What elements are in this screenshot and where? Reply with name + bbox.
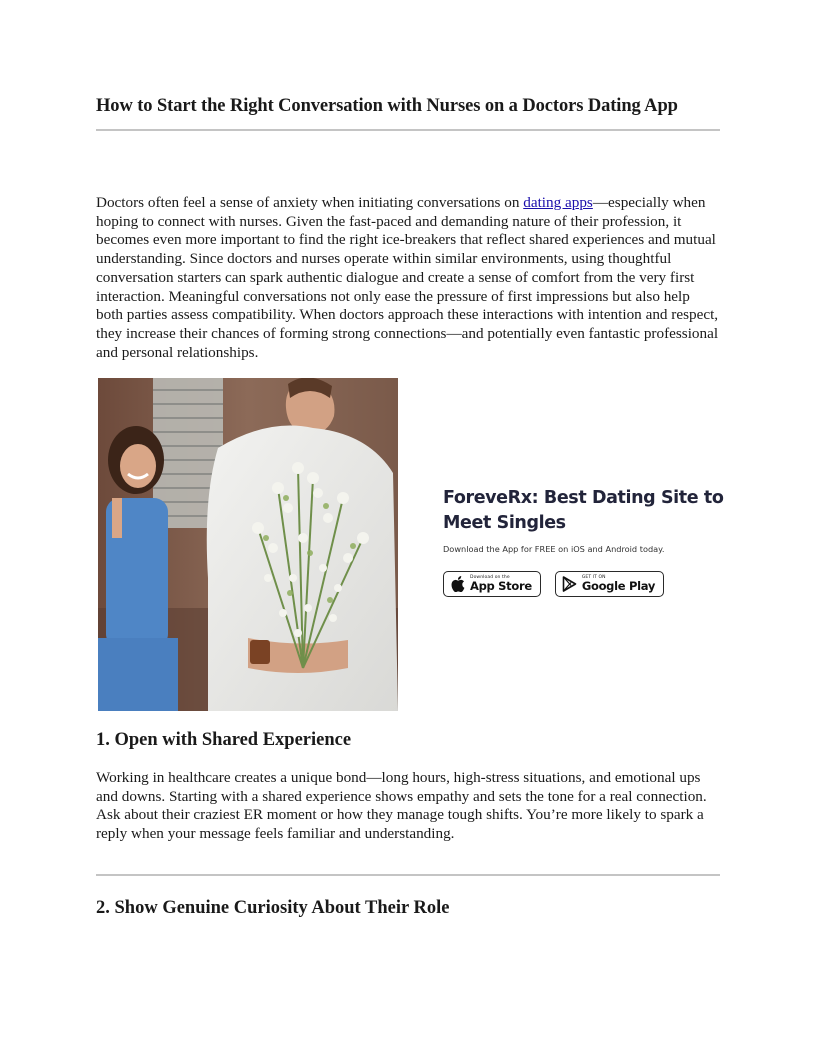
promo-banner[interactable] (98, 378, 724, 711)
app-promo (443, 486, 733, 597)
google-play-small-label: GET IT ON (581, 574, 606, 580)
promo-headline (443, 486, 733, 536)
app-store-small-label: Download on the (470, 574, 510, 580)
google-play-button[interactable] (555, 571, 664, 597)
section1-heading: 1. Open with Shared Experience (96, 730, 352, 750)
couple-with-flowers-illustration (98, 378, 398, 711)
apple-icon (450, 576, 466, 592)
section1-body: Working in healthcare creates a unique bond—long hours, high-stress situations, and emotional ups and downs. Starting with a shared experience shows empathy and sets the tone for a real connection. Ask about their craziest ER moment or how they manage tough shifts. You’re more likely to spark a reply when your message feels familiar and understanding. (96, 769, 707, 843)
google-play-label: Google Play (581, 579, 656, 593)
couple-photo (98, 378, 398, 711)
promo-headline-line2: Meet Singles (443, 513, 566, 533)
app-store-label: App Store (470, 579, 532, 593)
app-store-button[interactable] (443, 571, 541, 597)
section-divider (96, 874, 720, 876)
play-icon (562, 576, 578, 592)
promo-headline-line1: ForeveRx: Best Dating Site to (443, 488, 724, 508)
dating-apps-link[interactable]: dating apps (523, 194, 593, 211)
section2-heading: 2. Show Genuine Curiosity About Their Role (96, 898, 450, 918)
promo-subtext: Download the App for FREE on iOS and Android today. (443, 544, 665, 554)
article-title: How to Start the Right Conversation with Nurses on a Doctors Dating App (96, 96, 678, 116)
title-divider (96, 129, 720, 131)
intro-text-end: —especially when hoping to connect with nurses. Given the fast-paced and demanding nature of their profession, it becomes even more important to find the right ice-breakers that reflect shared experiences and mutual understanding. Since doctors and nurses operate within similar environments, using thoughtful conversation starters can spark authentic dialogue and create a sense of comfort from the very first interaction. Meaningful conversations not only ease the pressure of first impressions but also help both parties assess compatibility. When doctors approach these interactions with intention and respect, they increase their chances of forming strong connections—and potentially even fantastic professional and personal relationships. (96, 194, 719, 361)
store-badges (443, 571, 733, 597)
intro-text-start: Doctors often feel a sense of anxiety when initiating conversations on (96, 194, 524, 211)
intro-paragraph (96, 194, 720, 362)
